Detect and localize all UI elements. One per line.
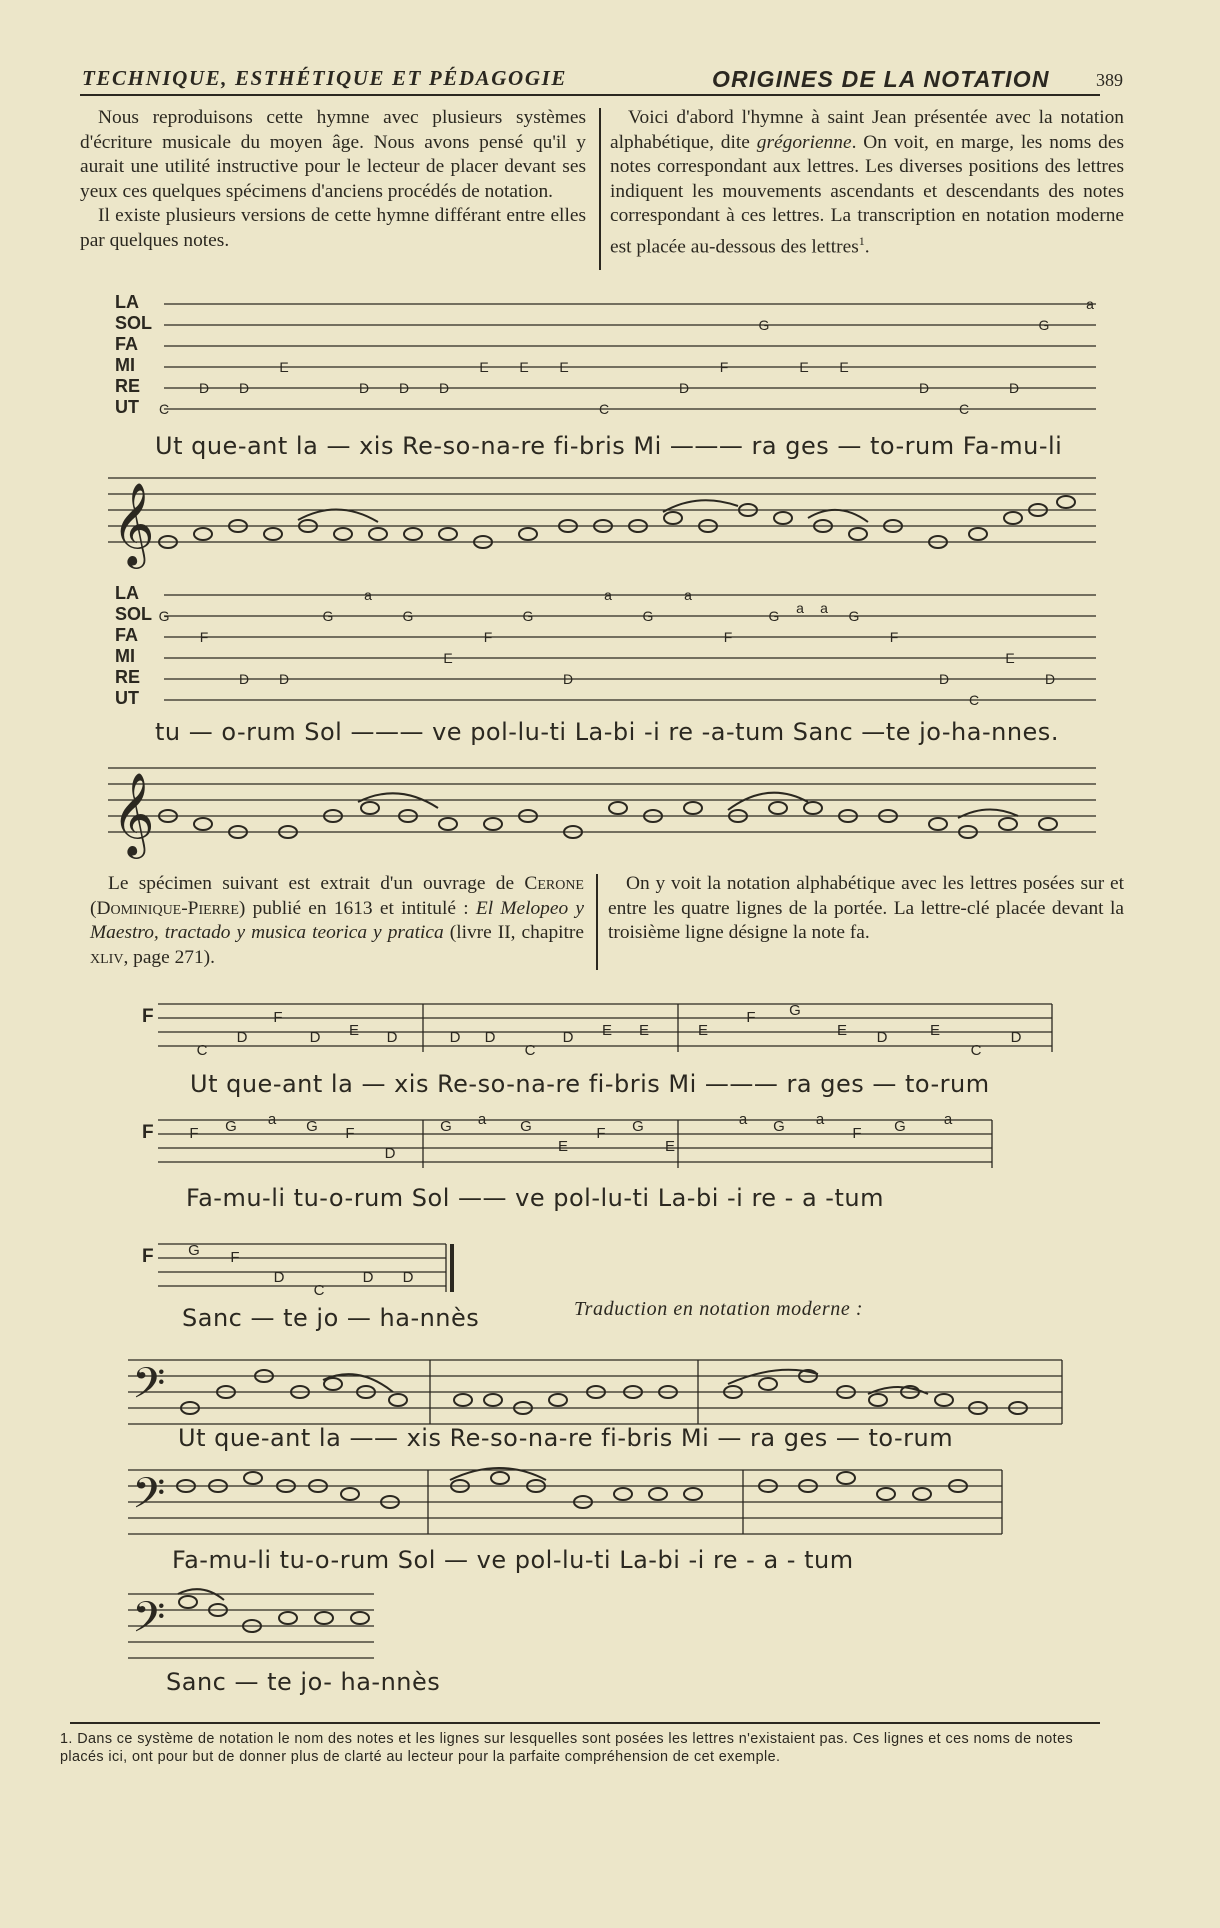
intro-left-column <box>80 106 586 253</box>
svg-text:F: F <box>852 1125 862 1142</box>
note-name-la: LA <box>115 583 139 603</box>
svg-text:C: C <box>524 1042 536 1059</box>
svg-text:D: D <box>449 1029 461 1046</box>
svg-text:E: E <box>929 1022 941 1039</box>
svg-text:D: D <box>678 380 690 396</box>
svg-text:C: C <box>968 692 980 708</box>
svg-text:D: D <box>1010 1029 1022 1046</box>
svg-text:G: G <box>402 608 414 624</box>
bass-clef-icon: 𝄢 <box>132 1469 166 1529</box>
svg-text:a: a <box>1086 296 1094 312</box>
svg-text:D: D <box>438 380 450 396</box>
note-name-ut: UT <box>115 397 139 417</box>
bass-clef-icon: 𝄢 <box>132 1593 166 1653</box>
svg-text:a: a <box>796 600 804 616</box>
svg-text:E: E <box>836 1022 848 1039</box>
svg-text:D: D <box>1008 380 1020 396</box>
svg-text:F: F <box>719 359 729 375</box>
svg-text:a: a <box>364 587 372 603</box>
cerone-letter-staff-1 <box>158 1002 1058 1059</box>
svg-text:G: G <box>758 317 770 333</box>
svg-text:F: F <box>199 629 209 645</box>
svg-text:D: D <box>398 380 410 396</box>
svg-text:D: D <box>273 1269 285 1286</box>
cerone-clef-letter-1: F <box>142 1006 154 1027</box>
translation-caption: Traduction en notation moderne : <box>574 1298 864 1320</box>
footnote-rule <box>70 1722 1100 1724</box>
cerone-letter-staff-3 <box>158 1242 458 1298</box>
svg-text:G: G <box>642 608 654 624</box>
modern-bass-staff-1 <box>128 1352 1068 1422</box>
cerone-lyrics-2: Fa-mu-li tu-o-rum Sol —— ve pol-lu-ti La-bi -i re - a -tum <box>186 1184 884 1212</box>
footnote-reference: 1 <box>858 233 865 248</box>
svg-text:D: D <box>484 1029 496 1046</box>
svg-text:E: E <box>348 1022 360 1039</box>
svg-text:G: G <box>1038 317 1050 333</box>
note-names-block-2 <box>115 583 152 709</box>
cerone-text-c: (livre II, chapitre <box>443 922 584 943</box>
svg-text:F: F <box>746 1009 756 1026</box>
svg-text:E: E <box>697 1022 709 1039</box>
svg-text:a: a <box>815 1111 825 1128</box>
svg-text:E: E <box>601 1022 613 1039</box>
modern-lyrics-3: Sanc — te jo- ha-nnès <box>166 1668 441 1696</box>
svg-text:G: G <box>306 1118 318 1135</box>
svg-text:G: G <box>848 608 860 624</box>
footnote-text: Dans ce système de notation le nom des notes et les lignes sur lesquelles sont posées les lettres n'existaient pas. Ces lignes et ces noms de notes placés ici, ont pour but de donner plus de clarté au lecteur pour la parfaite compréhension de cet exemple. <box>60 1731 1074 1765</box>
svg-text:D: D <box>238 380 250 396</box>
cerone-left-column <box>90 872 584 970</box>
svg-text:G: G <box>522 608 534 624</box>
modern-bass-staff-2 <box>128 1462 1068 1542</box>
svg-text:G: G <box>789 1002 801 1019</box>
svg-text:E: E <box>638 1022 650 1039</box>
svg-text:E: E <box>557 1138 569 1155</box>
svg-text:D: D <box>278 671 290 687</box>
svg-text:C: C <box>196 1042 208 1059</box>
cerone-right-paragraph: On y voit la notation alphabétique avec les lettres posées sur et entre les quatre lignes de la portée. La lettre-clé placée devant la troisième ligne désigne la note fa. <box>608 873 1124 943</box>
svg-text:G: G <box>632 1118 644 1135</box>
gregorian-lyrics-2: tu — o-rum Sol ——— ve pol-lu-ti La-bi -i re -a-tum Sanc —te jo-ha-nnes. <box>155 718 1059 746</box>
cerone-author-name: Cerone (Dominique-Pierre) <box>90 873 584 919</box>
svg-text:F: F <box>345 1125 355 1142</box>
modern-lyrics-1: Ut que-ant la —— xis Re-so-na-re fi-bris Mi — ra ges — to-rum <box>178 1424 954 1452</box>
footnote <box>60 1730 1120 1766</box>
intro-right-column <box>610 106 1124 259</box>
svg-text:C: C <box>158 401 170 417</box>
cerone-letter-staff-2 <box>158 1111 998 1172</box>
svg-text:D: D <box>938 671 950 687</box>
svg-text:D: D <box>384 1145 396 1162</box>
svg-text:C: C <box>598 401 610 417</box>
note-name-mi: MI <box>115 355 135 375</box>
svg-text:D: D <box>918 380 930 396</box>
cerone-text-b: publié en 1613 et intitulé : <box>245 897 476 919</box>
svg-text:C: C <box>970 1042 982 1059</box>
svg-text:a: a <box>738 1111 748 1128</box>
svg-text:a: a <box>943 1111 953 1128</box>
note-name-sol: SOL <box>115 604 153 624</box>
svg-text:G: G <box>440 1118 452 1135</box>
svg-text:G: G <box>520 1118 532 1135</box>
svg-text:D: D <box>309 1029 321 1046</box>
svg-text:G: G <box>188 1242 200 1259</box>
cerone-clef-letter-3: F <box>142 1246 154 1267</box>
gregorian-lyrics-1: Ut que-ant la — xis Re-so-na-re fi-bris Mi ——— ra ges — to-rum Fa-mu-li <box>155 432 1063 460</box>
svg-text:D: D <box>562 1029 574 1046</box>
svg-text:F: F <box>483 629 493 645</box>
intro-right-paragraph <box>610 106 1124 259</box>
svg-text:F: F <box>889 629 899 645</box>
svg-text:D: D <box>236 1029 248 1046</box>
svg-text:G: G <box>158 608 170 624</box>
svg-text:D: D <box>386 1029 398 1046</box>
svg-text:G: G <box>225 1118 237 1135</box>
svg-text:D: D <box>402 1269 414 1286</box>
note-name-ut: UT <box>115 688 139 708</box>
svg-text:E: E <box>443 650 453 666</box>
svg-text:C: C <box>313 1282 325 1299</box>
column-divider <box>599 108 601 270</box>
cerone-right-column <box>608 872 1124 946</box>
column-divider-2 <box>596 874 598 970</box>
cerone-left-paragraph <box>90 872 584 970</box>
svg-text:E: E <box>279 359 289 375</box>
note-name-mi: MI <box>115 646 135 666</box>
gregorian-letter-staff-1 <box>160 294 1100 416</box>
intro-right-emphasis: grégorienne <box>756 131 852 153</box>
svg-text:E: E <box>1005 650 1015 666</box>
svg-text:E: E <box>519 359 529 375</box>
svg-text:a: a <box>267 1111 277 1128</box>
svg-text:a: a <box>477 1111 487 1128</box>
note-name-re: RE <box>115 376 141 396</box>
intro-right-text-end: . <box>864 235 870 257</box>
svg-text:G: G <box>322 608 334 624</box>
svg-text:D: D <box>562 671 574 687</box>
svg-text:E: E <box>839 359 849 375</box>
treble-clef-icon: 𝄞 <box>112 481 155 565</box>
svg-text:G: G <box>894 1118 906 1135</box>
modern-bass-staff-3 <box>128 1586 388 1666</box>
treble-clef-icon: 𝄞 <box>112 771 155 855</box>
svg-text:G: G <box>768 608 780 624</box>
cerone-text-d: , page 271). <box>123 946 215 968</box>
svg-text:F: F <box>230 1249 240 1266</box>
note-name-re: RE <box>115 667 141 687</box>
gregorian-letter-staff-2 <box>160 585 1100 707</box>
intro-right-text-a: Voici d'abord l'hymne à saint Jean présentée avec la notation alphabétique, dite <box>610 107 1124 153</box>
cerone-text-a: Le spécimen suivant est extrait d'un ouvrage de <box>108 873 525 894</box>
cerone-lyrics-1: Ut que-ant la — xis Re-so-na-re fi-bris Mi ——— ra ges — to-rum <box>190 1070 990 1098</box>
svg-text:D: D <box>1044 671 1056 687</box>
svg-text:D: D <box>198 380 210 396</box>
svg-text:a: a <box>684 587 692 603</box>
intro-left-paragraph-2: Il existe plusieurs versions de cette hymne différant entre elles par quelques notes. <box>80 205 586 251</box>
svg-text:F: F <box>189 1125 199 1142</box>
svg-text:C: C <box>958 401 970 417</box>
page-number: 389 <box>1096 70 1123 90</box>
svg-text:E: E <box>479 359 489 375</box>
note-name-fa: FA <box>115 334 139 354</box>
svg-text:D: D <box>238 671 250 687</box>
note-name-sol: SOL <box>115 313 153 333</box>
note-name-la: LA <box>115 292 139 312</box>
svg-text:E: E <box>559 359 569 375</box>
cerone-lyrics-3: Sanc — te jo — ha-nnès <box>182 1304 480 1332</box>
svg-text:D: D <box>362 1269 374 1286</box>
svg-text:F: F <box>273 1009 283 1026</box>
bass-clef-icon: 𝄢 <box>132 1359 166 1419</box>
svg-text:a: a <box>604 587 612 603</box>
cerone-clef-letter-2: F <box>142 1122 154 1143</box>
svg-text:F: F <box>723 629 733 645</box>
cerone-book-title: El Melopeo y Maestro, tractado y musica teorica y pratica <box>90 897 584 943</box>
running-header-right: ORIGINES DE LA NOTATION <box>712 66 1050 92</box>
note-names-block-1 <box>115 292 152 418</box>
intro-left-paragraph-1: Nous reproduisons cette hymne avec plusieurs systèmes d'écriture musicale du moyen âge. Nous avons pensé qu'il y aurait une utilité instructive pour le lecteur de placer devant ses yeux ces quelques spécimens d'anciens procédés de notation. <box>80 107 586 202</box>
note-name-fa: FA <box>115 625 139 645</box>
modern-treble-staff-1 <box>108 462 1098 564</box>
svg-text:F: F <box>596 1125 606 1142</box>
svg-text:D: D <box>876 1029 888 1046</box>
intro-right-text-b: . On voit, en marge, les noms des notes correspondant aux lettres. Les diverses positions des lettres indiquent les mouvements ascendants et descendants des notes correspondant à ces lettres. La transcription en notation moderne est placée au-dessous des lettres <box>610 131 1125 257</box>
footnote-marker: 1. <box>60 1731 73 1747</box>
running-header-left: TECHNIQUE, ESTHÉTIQUE ET PÉDAGOGIE <box>82 66 567 90</box>
svg-text:a: a <box>820 600 828 616</box>
svg-text:E: E <box>664 1138 676 1155</box>
header-rule <box>80 94 1100 96</box>
cerone-chapter: xliv <box>90 946 124 968</box>
svg-text:E: E <box>799 359 809 375</box>
svg-text:G: G <box>773 1118 785 1135</box>
svg-text:D: D <box>358 380 370 396</box>
modern-lyrics-2: Fa-mu-li tu-o-rum Sol — ve pol-lu-ti La-bi -i re - a - tum <box>172 1546 854 1574</box>
modern-treble-staff-2 <box>108 752 1098 855</box>
